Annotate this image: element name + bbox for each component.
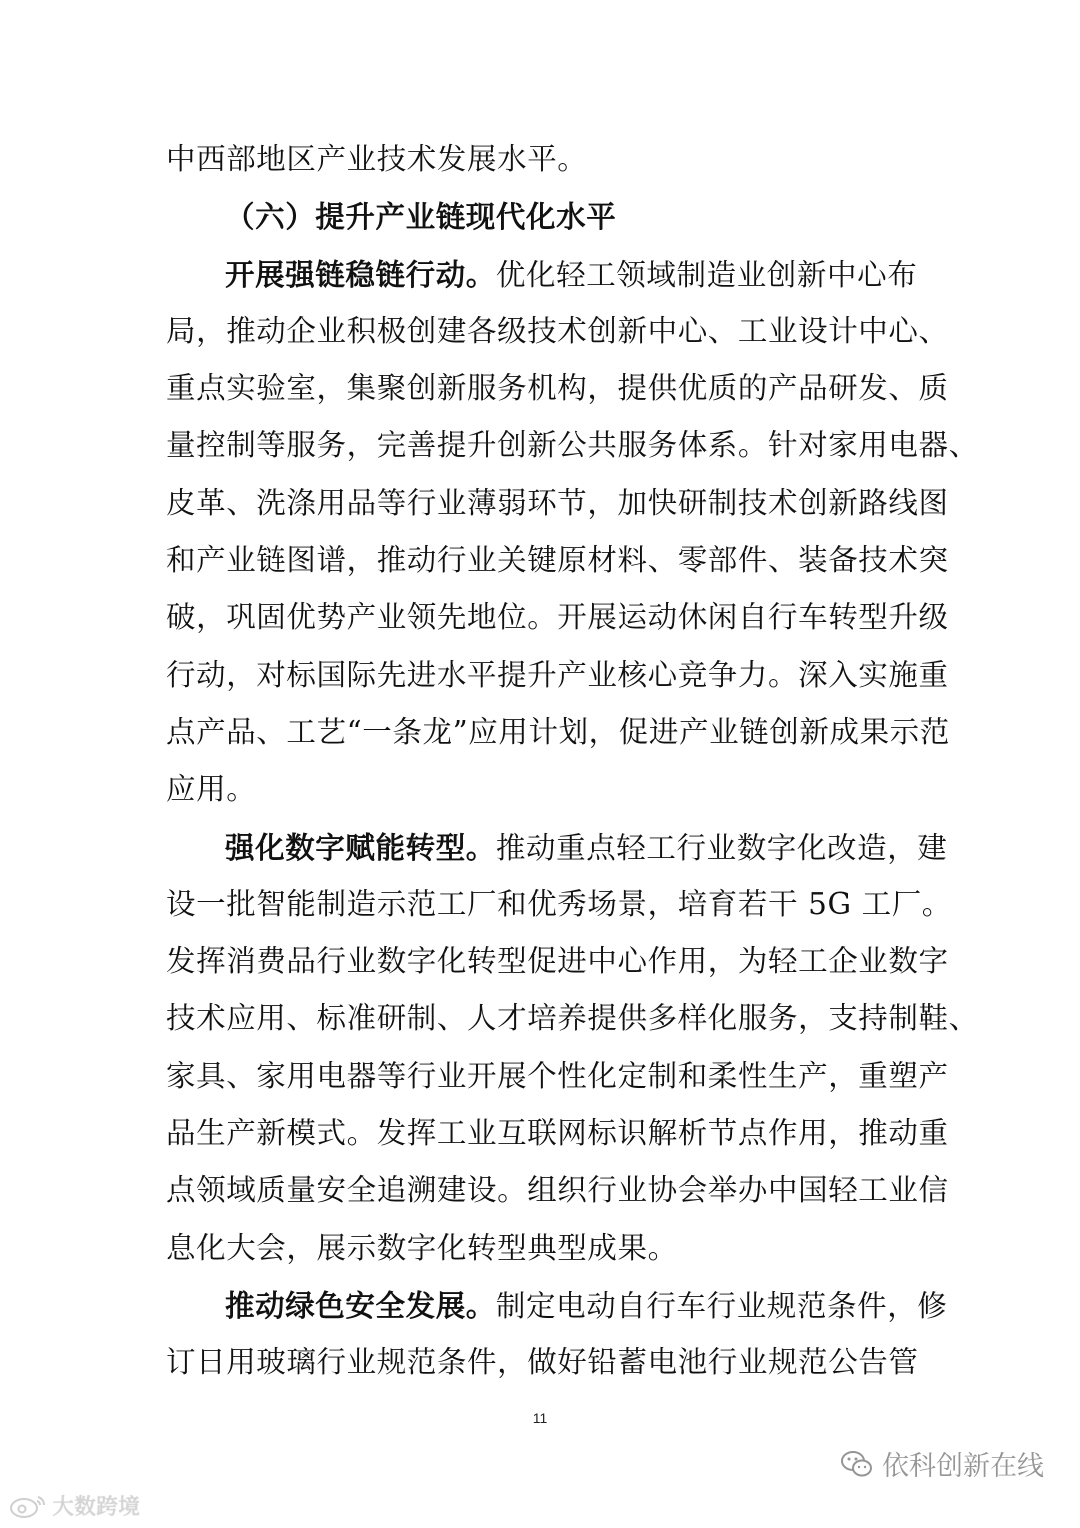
text-line: 品生产新模式。发挥工业互联网标识解析节点作用，推动重 [166,1116,949,1151]
text-line: 点产品、工艺“一条龙”应用计划，促进产业链创新成果示范 [166,714,950,749]
watermark-right [840,1444,1044,1483]
text-line: 点领域质量安全追溯建设。组织行业协会举办中国轻工业信 [166,1173,949,1208]
text-line: 行动，对标国际先进水平提升产业核心竞争力。深入实施重 [166,657,949,692]
paragraph-lead: 强化数字赋能转型。 [225,829,496,865]
paragraph-lead: 推动绿色安全发展。 [225,1287,496,1323]
wechat-icon [840,1449,874,1479]
text-line: 技术应用、标准研制、人才培养提供多样化服务，支持制鞋、 [166,1001,979,1036]
paragraph-lead: 开展强链稳链行动。 [225,256,496,292]
text-line: 中西部地区产业技术发展水平。 [166,142,588,176]
paragraph-first-line [166,819,948,876]
text-line: 设一批智能制造示范工厂和优秀场景，培育若干 5G 工厂。 [166,886,952,921]
text-line: 重点实验室，集聚创新服务机构，提供优质的产品研发、质 [166,371,949,406]
paragraph-first-line [166,1277,948,1334]
text-line: 量控制等服务，完善提升创新公共服务体系。针对家用电器、 [166,428,979,463]
text-line: 破，巩固优势产业领先地位。开展运动休闲自行车转型升级 [166,600,949,635]
section-heading: （六）提升产业链现代化水平 [225,199,617,235]
weibo-icon [8,1493,48,1519]
text-line: 订日用玻璃行业规范条件，做好铅蓄电池行业规范公告管 [166,1345,919,1380]
text-line: 息化大会，展示数字化转型典型成果。 [166,1230,678,1265]
text-line: 和产业链图谱，推动行业关键原材料、零部件、装备技术突 [166,543,949,578]
text-line: 家具、家用电器等行业开展个性化定制和柔性生产，重塑产 [166,1058,949,1093]
watermark-right-text: 依科创新在线 [882,1451,1044,1482]
page-number: 11 [532,1410,548,1426]
text-line: 局，推动企业积极创建各级技术创新中心、工业设计中心、 [166,313,949,348]
paragraph-text: 优化轻工领域制造业创新中心布 [495,257,918,292]
paragraph-text: 推动重点轻工行业数字化改造，建 [495,830,948,865]
watermark-left-text: 大数跨境 [52,1495,141,1520]
text-line: 应用。 [166,772,257,807]
paragraph-first-line [166,246,916,303]
text-line: 皮革、洗涤用品等行业薄弱环节，加快研制技术创新路线图 [166,485,949,520]
paragraph-text: 制定电动自行车行业规范条件，修 [495,1288,948,1323]
text-line: 发挥消费品行业数字化转型促进中心作用，为轻工企业数字 [166,944,949,979]
watermark-left [8,1490,140,1521]
body-text [166,131,979,1392]
